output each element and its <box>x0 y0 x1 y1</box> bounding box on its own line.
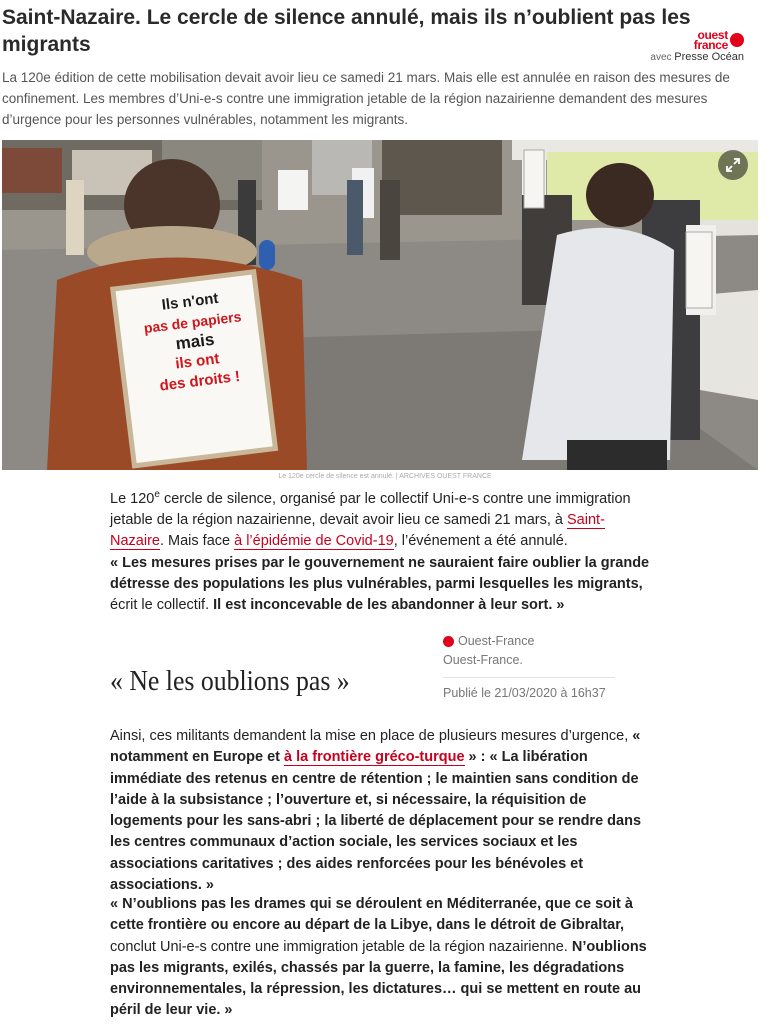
photo-expand-button[interactable] <box>718 150 748 180</box>
article-paragraph-2 <box>110 726 658 896</box>
p3-bold-b: N’oublions pas les migrants, exilés, chassés par la guerre, la famine, les dégradations environnementales, la répression, les dictatures… qui se mettent en route au péril de leur vie. » <box>110 938 647 1019</box>
article-photo[interactable] <box>2 140 758 470</box>
article-infobox <box>443 632 615 703</box>
brand-dot-icon <box>730 33 744 47</box>
brand-with: avec <box>650 52 672 63</box>
placard-line3: mais <box>174 329 216 354</box>
p1-intro-c: . Mais face <box>159 533 235 550</box>
p3-bold-a: « N’oublions pas les drames qui se déroulent en Méditerranée, que ce soit à cette frontière ou encore au départ de la Libye, dans le détroit de Gibraltar, <box>110 896 633 934</box>
p1-quote-a: « Les mesures prises par le gouvernement ne sauraient faire oublier la grande détresse des populations les plus vulnérables, parmi lesquelles les migrants, <box>110 554 650 593</box>
p1-quote-mid: écrit le collectif. <box>110 597 214 614</box>
info-author: Ouest-France. <box>443 653 523 667</box>
brand-partner-name: Presse Océan <box>674 51 744 63</box>
p2-intro: Ainsi, ces militants demandent la mise en place de plusieurs mesures d’urgence, <box>110 728 633 744</box>
p1-intro-d: , l’événement a été annulé. <box>393 533 568 550</box>
p1-quote-b: Il est inconcevable de les abandonner à leur sort. » <box>213 597 565 614</box>
p3-normal: conclut Uni-e-s contre une immigration jetable de la région nazairienne. <box>110 938 572 955</box>
article-headline: Saint-Nazaire. Le cercle de silence annulé, mais ils n’oublient pas les migrants <box>2 6 691 56</box>
brand-name-line1: ouest <box>697 28 728 42</box>
placard-line4: ils ont <box>174 350 221 373</box>
p1-intro-sup: e <box>154 489 160 500</box>
brand-name-line2: france <box>693 38 728 52</box>
article-lead: La 120e édition de cette mobilisation devait avoir lieu ce samedi 21 mars. Mais elle est annulée en raison des mesures de confinement. Les membres d’Uni-e-s contre une immigration jetable de la région nazairienne demandent des mesures d’urgence pour les personnes vulnérables, notamment les migrants. <box>2 70 730 127</box>
info-published: Publié le 21/03/2020 à 16h37 <box>443 686 606 700</box>
placard-line1: Ils n'ont <box>160 289 220 314</box>
brand-block[interactable] <box>650 30 744 63</box>
placard-text <box>128 285 261 399</box>
placard-line2: pas de papiers <box>142 308 243 337</box>
info-separator <box>443 677 615 678</box>
p2-bold-a: « notamment en Europe et <box>110 728 641 766</box>
p1-intro-b: cercle de silence, organisé par le collectif Uni-e-s contre une immigration jetable de la région nazairienne, devait avoir lieu ce samedi 21 mars, à <box>110 490 631 529</box>
covid-epidemic-link[interactable]: à l’épidémie de Covid-19 <box>234 533 394 550</box>
expand-icon <box>725 157 741 173</box>
article-paragraph-1 <box>110 484 658 617</box>
info-source <box>443 632 615 651</box>
ouest-france-dot-icon <box>443 636 454 647</box>
p2-bold-b: » : « La libération immédiate des retenus en centre de rétention ; le maintien sans condition de l’aide à la subsistance ; l’ouverture et, si nécessaire, la réquisition de logements pour les sans-abri ; la liberté de déplacement pour se rendre dans les centres communaux d’action sociale, les services sociaux et les associations caritatives ; des aides renforcées pour les bénévoles et associations. » <box>110 749 642 894</box>
photo-caption: Le 120e cercle de silence est annulé. | ARCHIVES OUEST FRANCE <box>278 473 492 480</box>
placard-line5: des droits ! <box>158 367 241 395</box>
article-subheading: « Ne les oublions pas » <box>110 666 350 697</box>
ouest-france-logo <box>650 30 744 50</box>
saint-nazaire-link[interactable]: Saint-Nazaire <box>110 512 605 550</box>
article-paragraph-3 <box>110 894 658 1022</box>
greco-turkish-border-link[interactable]: à la frontière gréco-turque <box>284 749 465 766</box>
info-source-name: Ouest-France <box>458 634 535 648</box>
brand-partner <box>650 51 744 63</box>
photo-illustration <box>2 140 758 470</box>
p1-intro-a: Le 120 <box>110 490 155 507</box>
